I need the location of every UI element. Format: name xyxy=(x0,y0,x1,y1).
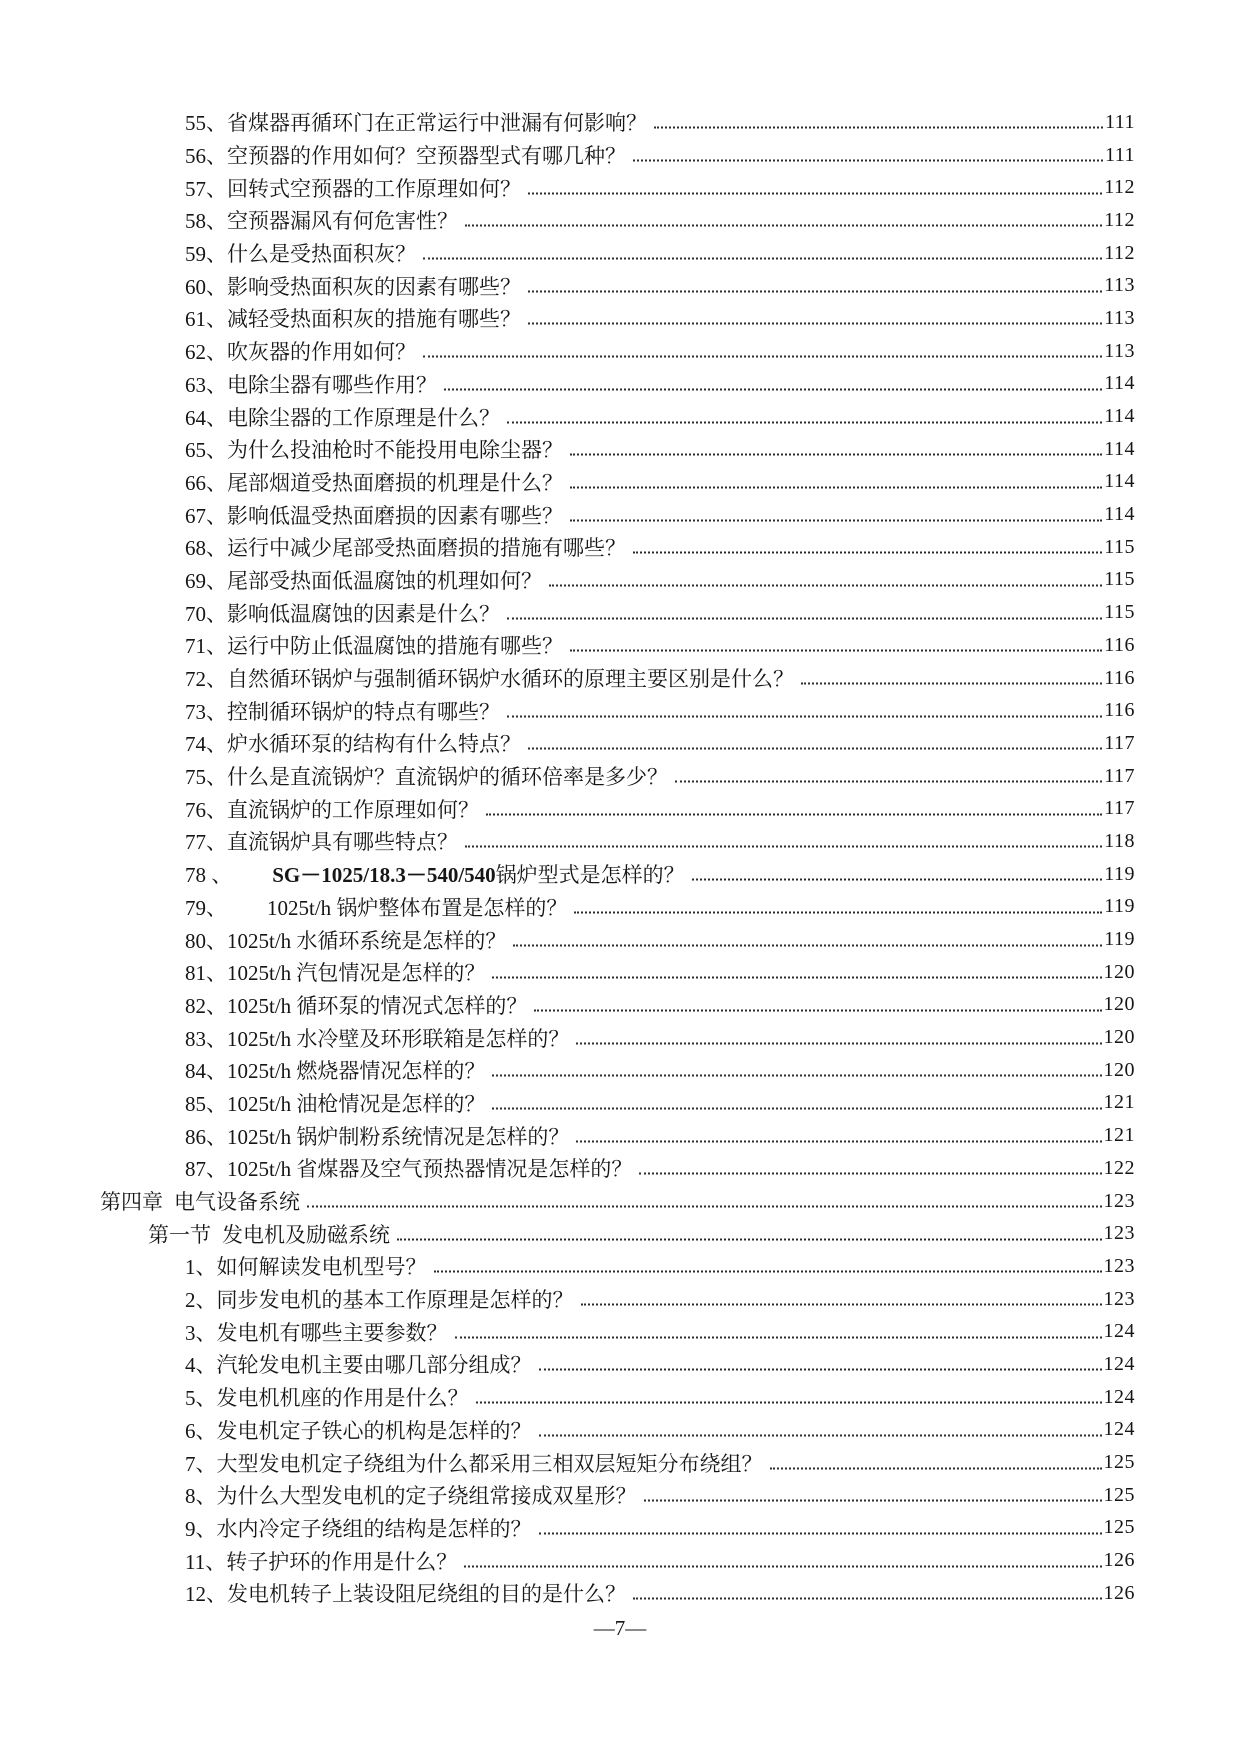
dot-leader xyxy=(507,617,1102,619)
entry-page: 123 xyxy=(1103,1222,1135,1245)
entry-title: 空预器的作用如何？空预器型式有哪几种？ xyxy=(227,144,626,169)
dot-leader xyxy=(444,388,1102,390)
entry-title: 发电机定子铁心的机构是怎样的？ xyxy=(216,1418,532,1443)
toc-entry xyxy=(100,662,1135,695)
entry-number: 6、 xyxy=(185,1418,217,1443)
dot-leader xyxy=(581,1304,1102,1306)
toc-entry xyxy=(100,1414,1135,1447)
toc-entry xyxy=(100,1315,1135,1348)
toc-entry xyxy=(100,629,1135,662)
entry-number: 77、 xyxy=(185,830,227,855)
toc-entry xyxy=(100,171,1135,204)
entry-title: 电除尘器有哪些作用？ xyxy=(227,372,437,397)
toc-entry xyxy=(100,368,1135,401)
toc-entry xyxy=(100,1250,1135,1283)
dot-leader xyxy=(465,225,1102,227)
entry-number: 12、 xyxy=(185,1582,227,1607)
entry-number: 84、 xyxy=(185,1059,227,1084)
entry-number: 74、 xyxy=(185,732,227,757)
entry-page: 117 xyxy=(1104,731,1135,754)
entry-page: 113 xyxy=(1104,339,1135,362)
entry-page: 124 xyxy=(1103,1320,1135,1343)
entry-title: 1025t/h 锅炉制粉系统情况是怎样的？ xyxy=(227,1124,570,1149)
entry-number: 第一节 xyxy=(148,1222,211,1247)
dot-leader xyxy=(492,1075,1101,1077)
entry-title: 锅炉型式是怎样的？ xyxy=(495,863,685,888)
toc-entry xyxy=(100,956,1135,989)
entry-page: 120 xyxy=(1103,960,1135,983)
entry-page: 113 xyxy=(1104,274,1135,297)
entry-title: 吹灰器的作用如何？ xyxy=(227,340,416,365)
entry-title: 影响受热面积灰的因素有哪些？ xyxy=(227,274,521,299)
entry-title: 发电机及励磁系统 xyxy=(222,1222,390,1247)
entry-number: 第四章 xyxy=(100,1190,163,1215)
toc-entry xyxy=(100,302,1135,335)
toc-entry xyxy=(100,923,1135,956)
dot-leader xyxy=(507,421,1102,423)
dot-leader xyxy=(654,127,1103,129)
entry-title: 同步发电机的基本工作原理是怎样的？ xyxy=(216,1288,574,1313)
dot-leader xyxy=(476,1402,1102,1404)
dot-leader xyxy=(492,1107,1101,1109)
dot-leader xyxy=(423,258,1102,260)
toc-entry xyxy=(100,1348,1135,1381)
dot-leader xyxy=(423,356,1102,358)
dot-leader xyxy=(570,486,1102,488)
toc-entry xyxy=(100,1021,1135,1054)
toc-entry xyxy=(100,564,1135,597)
entry-page: 123 xyxy=(1103,1189,1135,1212)
entry-title: 电气设备系统 xyxy=(174,1190,300,1215)
entry-page: 112 xyxy=(1104,176,1135,199)
entry-page: 123 xyxy=(1103,1254,1135,1277)
entry-number: 80、 xyxy=(185,928,227,953)
dot-leader xyxy=(644,1500,1102,1502)
entry-number: 78 、 xyxy=(185,863,233,888)
toc-entry xyxy=(100,989,1135,1022)
dot-leader xyxy=(633,1598,1102,1600)
entry-title: 减轻受热面积灰的措施有哪些？ xyxy=(227,307,521,332)
entry-number: 62、 xyxy=(185,340,227,365)
entry-title: 运行中防止低温腐蚀的措施有哪些？ xyxy=(227,634,563,659)
dot-leader xyxy=(307,1206,1102,1208)
entry-title: 炉水循环泵的结构有什么特点？ xyxy=(227,732,521,757)
entry-title: 1025t/h 省煤器及空气预热器情况是怎样的？ xyxy=(227,1157,633,1182)
toc-entry xyxy=(100,1217,1135,1250)
entry-page: 119 xyxy=(1104,895,1135,918)
dot-leader xyxy=(574,911,1102,913)
toc-entry xyxy=(100,825,1135,858)
dot-leader xyxy=(675,781,1102,783)
entry-page: 115 xyxy=(1104,568,1135,591)
entry-page: 125 xyxy=(1103,1516,1135,1539)
entry-title-bold: SG－1025/18.3－540/540 xyxy=(272,863,496,888)
toc-entry xyxy=(100,498,1135,531)
toc-entry xyxy=(100,891,1135,924)
dot-leader xyxy=(570,519,1102,521)
entry-number: 70、 xyxy=(185,601,227,626)
toc-entry xyxy=(100,727,1135,760)
toc-entry xyxy=(100,1512,1135,1545)
entry-page: 121 xyxy=(1103,1124,1135,1147)
entry-title: 自然循环锅炉与强制循环锅炉水循环的原理主要区别是什么？ xyxy=(227,667,794,692)
entry-number: 63、 xyxy=(185,372,227,397)
toc-entry xyxy=(100,1381,1135,1414)
entry-title: 电除尘器的工作原理是什么？ xyxy=(227,405,500,430)
toc-entry xyxy=(100,1054,1135,1087)
entry-page: 114 xyxy=(1104,372,1135,395)
entry-page: 117 xyxy=(1104,797,1135,820)
entry-page: 123 xyxy=(1103,1287,1135,1310)
entry-page: 119 xyxy=(1104,862,1135,885)
toc-entry xyxy=(100,1185,1135,1218)
entry-number: 65、 xyxy=(185,438,227,463)
entry-number: 5、 xyxy=(185,1386,217,1411)
entry-page: 125 xyxy=(1103,1483,1135,1506)
page-number-footer: —7— xyxy=(593,1616,647,1640)
entry-title: 什么是直流锅炉？直流锅炉的循环倍率是多少？ xyxy=(227,765,668,790)
entry-page: 115 xyxy=(1104,535,1135,558)
dot-leader xyxy=(534,1009,1101,1011)
entry-title: 1025t/h 循环泵的情况式怎样的？ xyxy=(227,993,528,1018)
dot-leader xyxy=(486,813,1102,815)
entry-page: 115 xyxy=(1104,601,1135,624)
entry-page: 121 xyxy=(1103,1091,1135,1114)
entry-number: 67、 xyxy=(185,503,227,528)
entry-page: 111 xyxy=(1104,110,1135,133)
toc-entry xyxy=(100,466,1135,499)
dot-leader xyxy=(539,1369,1102,1371)
entry-number: 64、 xyxy=(185,405,227,430)
entry-title: 1025t/h 汽包情况是怎样的？ xyxy=(227,961,486,986)
entry-number: 68、 xyxy=(185,536,227,561)
entry-title: 控制循环锅炉的特点有哪些？ xyxy=(227,699,500,724)
entry-page: 114 xyxy=(1104,405,1135,428)
dot-leader xyxy=(576,1140,1101,1142)
entry-number: 86、 xyxy=(185,1124,227,1149)
entry-title: 转子护环的作用是什么？ xyxy=(226,1549,458,1574)
entry-number: 81、 xyxy=(185,961,227,986)
dot-leader xyxy=(513,944,1102,946)
entry-title: 如何解读发电机型号？ xyxy=(216,1255,427,1280)
entry-title: 大型发电机定子绕组为什么都采用三相双层短矩分布绕组？ xyxy=(216,1451,763,1476)
toc-entry xyxy=(100,106,1135,139)
toc-entry xyxy=(100,204,1135,237)
toc-entry xyxy=(100,1544,1135,1577)
entry-page: 116 xyxy=(1104,666,1135,689)
entry-number: 72、 xyxy=(185,667,227,692)
entry-page: 117 xyxy=(1104,764,1135,787)
dot-leader xyxy=(633,160,1103,162)
entry-page: 122 xyxy=(1103,1156,1135,1179)
dot-leader xyxy=(528,323,1102,325)
entry-number: 61、 xyxy=(185,307,227,332)
toc-entry xyxy=(100,1479,1135,1512)
entry-page: 120 xyxy=(1103,1026,1135,1049)
entry-title: 发电机有哪些主要参数？ xyxy=(216,1320,448,1345)
entry-number: 2、 xyxy=(185,1288,217,1313)
toc-entry xyxy=(100,858,1135,891)
entry-page: 114 xyxy=(1104,503,1135,526)
entry-title: 影响低温受热面磨损的因素有哪些？ xyxy=(227,503,563,528)
toc-entry xyxy=(100,1119,1135,1152)
entry-title: 1025t/h 水循环系统是怎样的？ xyxy=(227,928,507,953)
entry-number: 1、 xyxy=(185,1255,217,1280)
entry-page: 113 xyxy=(1104,306,1135,329)
entry-number: 71、 xyxy=(185,634,227,659)
dot-leader xyxy=(528,192,1102,194)
entry-title: 什么是受热面积灰？ xyxy=(227,242,416,267)
entry-page: 111 xyxy=(1104,143,1135,166)
entry-page: 118 xyxy=(1104,829,1135,852)
toc-entry xyxy=(100,792,1135,825)
entry-number: 9、 xyxy=(185,1516,217,1541)
entry-page: 112 xyxy=(1104,241,1135,264)
dot-leader xyxy=(455,1336,1102,1338)
entry-page: 112 xyxy=(1104,208,1135,231)
entry-title: 省煤器再循环门在正常运行中泄漏有何影响？ xyxy=(227,111,647,136)
entry-number: 3、 xyxy=(185,1320,217,1345)
dot-leader xyxy=(549,584,1102,586)
toc-entry xyxy=(100,139,1135,172)
toc-entry xyxy=(100,1283,1135,1316)
entry-page: 120 xyxy=(1103,993,1135,1016)
entry-title: 直流锅炉的工作原理如何？ xyxy=(227,797,479,822)
entry-number: 76、 xyxy=(185,797,227,822)
toc-entry xyxy=(100,1577,1135,1610)
entry-title: 空预器漏风有何危害性？ xyxy=(227,209,458,234)
entry-title: 影响低温腐蚀的因素是什么？ xyxy=(227,601,500,626)
dot-leader xyxy=(434,1271,1102,1273)
entry-title: 1025t/h 锅炉整体布置是怎样的？ xyxy=(267,895,568,920)
dot-leader xyxy=(528,748,1102,750)
dot-leader xyxy=(770,1467,1102,1469)
entry-number: 11、 xyxy=(185,1549,227,1574)
entry-title: 汽轮发电机主要由哪几部分组成？ xyxy=(216,1353,532,1378)
dot-leader xyxy=(692,879,1103,881)
toc-entry xyxy=(100,1152,1135,1185)
table-of-contents xyxy=(100,106,1135,1610)
entry-title: 直流锅炉具有哪些特点？ xyxy=(227,830,458,855)
toc-entry xyxy=(100,531,1135,564)
dot-leader xyxy=(397,1238,1102,1240)
entry-number: 73、 xyxy=(185,699,227,724)
entry-page: 126 xyxy=(1103,1549,1135,1572)
dot-leader xyxy=(639,1173,1101,1175)
entry-page: 124 xyxy=(1103,1418,1135,1441)
entry-number: 59、 xyxy=(185,242,227,267)
dot-leader xyxy=(576,1042,1101,1044)
entry-title: 尾部受热面低温腐蚀的机理如何？ xyxy=(227,568,542,593)
entry-page: 120 xyxy=(1103,1058,1135,1081)
dot-leader xyxy=(801,683,1102,685)
entry-title: 为什么投油枪时不能投用电除尘器？ xyxy=(227,438,563,463)
entry-number: 83、 xyxy=(185,1026,227,1051)
entry-title: 1025t/h 燃烧器情况怎样的？ xyxy=(227,1059,486,1084)
entry-title: 水内冷定子绕组的结构是怎样的？ xyxy=(216,1516,532,1541)
toc-entry xyxy=(100,596,1135,629)
entry-page: 114 xyxy=(1104,470,1135,493)
entry-number: 69、 xyxy=(185,568,227,593)
entry-page: 116 xyxy=(1104,699,1135,722)
entry-title: 运行中减少尾部受热面磨损的措施有哪些？ xyxy=(227,536,626,561)
entry-page: 124 xyxy=(1103,1385,1135,1408)
dot-leader xyxy=(570,454,1102,456)
entry-number: 85、 xyxy=(185,1091,227,1116)
dot-leader xyxy=(465,846,1102,848)
entry-page: 116 xyxy=(1104,633,1135,656)
entry-number: 55、 xyxy=(185,111,227,136)
entry-page: 114 xyxy=(1104,437,1135,460)
dot-leader xyxy=(570,650,1102,652)
entry-number: 58、 xyxy=(185,209,227,234)
dot-leader xyxy=(539,1434,1102,1436)
entry-number: 8、 xyxy=(185,1484,217,1509)
entry-number: 75、 xyxy=(185,765,227,790)
entry-number: 57、 xyxy=(185,176,227,201)
entry-title: 回转式空预器的工作原理如何？ xyxy=(227,176,521,201)
toc-entry xyxy=(100,694,1135,727)
entry-number: 87、 xyxy=(185,1157,227,1182)
entry-page: 125 xyxy=(1103,1451,1135,1474)
entry-number: 82、 xyxy=(185,993,227,1018)
dot-leader xyxy=(492,977,1101,979)
dot-leader xyxy=(464,1565,1101,1567)
entry-number: 56、 xyxy=(185,144,227,169)
entry-number: 60、 xyxy=(185,274,227,299)
entry-page: 119 xyxy=(1104,928,1135,951)
dot-leader xyxy=(539,1532,1102,1534)
entry-number: 66、 xyxy=(185,470,227,495)
entry-title: 尾部烟道受热面磨损的机理是什么？ xyxy=(227,470,563,495)
entry-title: 为什么大型发电机的定子绕组常接成双星形？ xyxy=(216,1484,637,1509)
toc-entry xyxy=(100,433,1135,466)
entry-title: 1025t/h 水冷壁及环形联箱是怎样的？ xyxy=(227,1026,570,1051)
toc-entry xyxy=(100,237,1135,270)
dot-leader xyxy=(633,552,1102,554)
entry-number: 4、 xyxy=(185,1353,217,1378)
entry-page: 126 xyxy=(1103,1581,1135,1604)
entry-title: 发电机机座的作用是什么？ xyxy=(216,1386,469,1411)
dot-leader xyxy=(507,715,1102,717)
entry-title: 1025t/h 油枪情况是怎样的？ xyxy=(227,1091,486,1116)
toc-entry xyxy=(100,269,1135,302)
toc-entry xyxy=(100,400,1135,433)
toc-entry xyxy=(100,1087,1135,1120)
entry-title: 发电机转子上装设阻尼绕组的目的是什么？ xyxy=(227,1582,626,1607)
entry-number: 79、 xyxy=(185,895,227,920)
dot-leader xyxy=(528,290,1102,292)
entry-page: 124 xyxy=(1103,1352,1135,1375)
toc-entry xyxy=(100,1446,1135,1479)
toc-entry xyxy=(100,335,1135,368)
toc-entry xyxy=(100,760,1135,793)
entry-number: 7、 xyxy=(185,1451,217,1476)
